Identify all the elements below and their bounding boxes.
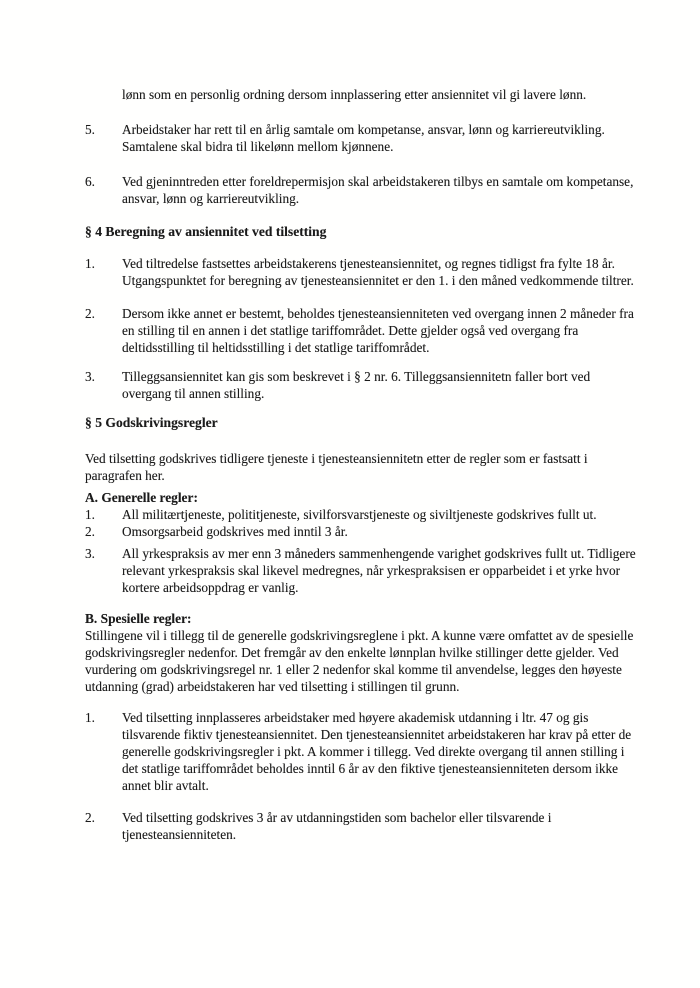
list-item-number: 3. [85,369,95,384]
list-item [85,173,642,207]
list-item [85,506,642,523]
list-item-text: Arbeidstaker har rett til en årlig samtale om kompetanse, ansvar, lønn og karriereutvikling. Samtalene skal bidra til likelønn mellom kjønnene. [122,122,605,154]
list-item-number: 2. [85,524,95,539]
list-item-text: Tilleggsansiennitet kan gis som beskrevet i § 2 nr. 6. Tilleggsansiennitetn faller bort ved overgang til annen stilling. [122,369,591,401]
list-item-number: 6. [85,174,95,189]
list-item [85,709,642,794]
list-item-number: 2. [85,810,95,825]
list-item [85,545,642,596]
list-item-text: Omsorgsarbeid godskrives med inntil 3 år. [122,524,348,539]
list-item-number: 3. [85,546,95,561]
list-item-text: All yrkespraksis av mer enn 3 måneders sammenhengende varighet godskrives fullt ut. Tidligere relevant yrkespraksis skal likevel medregnes, når yrkespraksisen er opparbeidet i et yrke hvor kortere arbeidsoppdrag er vanlig. [122,546,636,595]
paragraph: Ved tilsetting godskrives tidligere tjeneste i tjenesteansiennitetn etter de regler som er fastsatt i paragrafen her. [85,451,588,483]
list-item-text: Ved gjeninntreden etter foreldrepermisjon skal arbeidstakeren tilbys en samtale om kompetanse, ansvar, lønn og karriereutvikling. [122,174,634,206]
list-item-number: 1. [85,256,95,271]
list-item [85,523,642,540]
document-body [85,86,642,843]
list-item-text: Dersom ikke annet er bestemt, beholdes tjenesteansienniteten ved overgang innen 2 måneder fra en stilling til en annen i det statlige tariffområdet. Dette gjelder også ved overgang fra deltidsstilling til heltidsstilling i det statlige tariffområdet. [122,306,634,355]
list-item-number: 5. [85,122,95,137]
subsection-heading-b: B. Spesielle regler: [85,611,192,626]
list-item [85,809,642,843]
list-item-number: 1. [85,710,95,725]
subsection-heading-a: A. Generelle regler: [85,490,198,505]
list-item-number: 2. [85,306,95,321]
list-item [85,305,642,356]
section-heading-4: § 4 Beregning av ansiennitet ved tilsetting [85,224,327,239]
list-item-text: Ved tiltredelse fastsettes arbeidstakerens tjenesteansiennitet, og regnes tidligst fra fylte 18 år. Utgangspunktet for beregning av tjenesteansiennitet er den 1. i den måned vedkommende tiltrer. [122,256,634,288]
list-item [85,121,642,155]
section-heading-5: § 5 Godskrivingsregler [85,415,218,430]
list-item [85,255,642,289]
list-item-text: Ved tilsetting innplasseres arbeidstaker med høyere akademisk utdanning i ltr. 47 og gis tilsvarende fiktiv tjenesteansiennitet. Den tjenesteansiennitet arbeidstakeren har krav på etter de generelle godskrivingsregler i pkt. A kommer i tillegg. Ved direkte overgang til annen stilling i det statlige tariffområdet beholdes inntil 6 år av den fiktive tjenesteansienniteten dersom ikke annet blir avtalt. [122,710,632,793]
paragraph-continuation: lønn som en personlig ordning dersom innplassering etter ansiennitet vil gi lavere lønn. [122,87,587,102]
list-item-number: 1. [85,507,95,522]
list-item [85,368,642,402]
list-item-text: Ved tilsetting godskrives 3 år av utdanningstiden som bachelor eller tilsvarende i tjenesteansienniteten. [122,810,552,842]
list-item-text: All militærtjeneste, polititjeneste, sivilforsvarstjeneste og siviltjeneste godskrives fullt ut. [122,507,597,522]
paragraph: Stillingene vil i tillegg til de generelle godskrivingsreglene i pkt. A kunne være omfattet av de spesielle godskrivingsregler nedenfor. Det fremgår av den enkelte lønnplan hvilke stillinger dette gjelder. Ved vurdering om godskrivingsregel nr. 1 eller 2 nedenfor skal komme til anvendelse, legges den høyeste utdanning (grad) arbeidstakeren har ved tilsetting i stillingen til grunn. [85,628,634,694]
